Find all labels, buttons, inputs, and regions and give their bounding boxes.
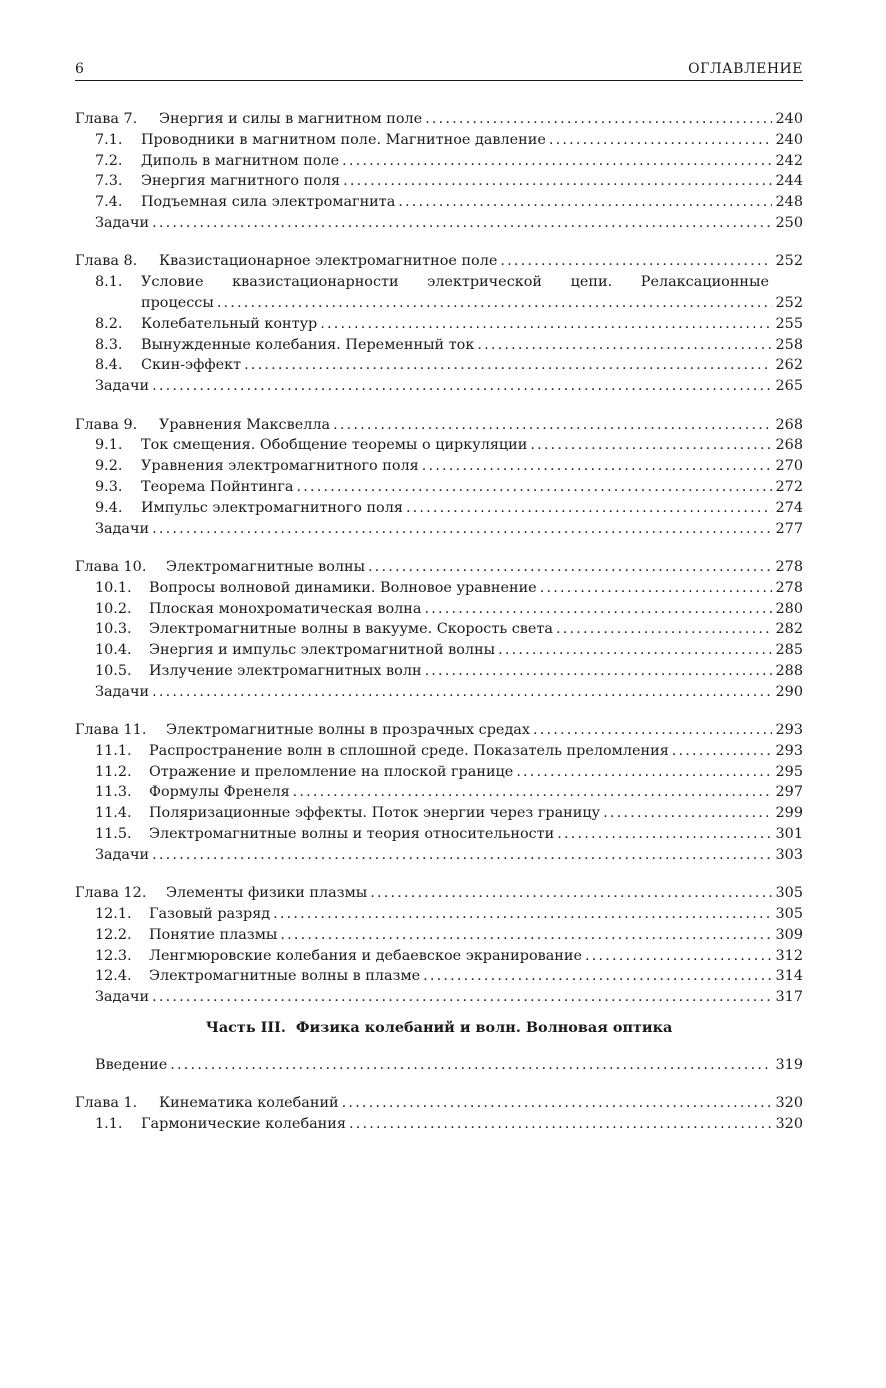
section-number: 12.1. xyxy=(95,906,132,923)
section-number: 9.3. xyxy=(95,478,123,495)
section-number: 8.4. xyxy=(95,357,123,374)
spacer xyxy=(75,539,803,557)
dot-leader xyxy=(320,314,771,335)
dot-leader xyxy=(585,946,772,967)
section-title: Формулы Френеля xyxy=(149,784,290,801)
dot-leader xyxy=(333,415,771,436)
spacer xyxy=(769,272,803,293)
dot-leader xyxy=(516,762,771,783)
section-title: Ленгмюровские колебания и дебаевское экранирование xyxy=(149,947,582,964)
dot-leader xyxy=(368,557,771,578)
toc-section[interactable] xyxy=(75,171,803,192)
dot-leader xyxy=(672,741,772,762)
dot-leader xyxy=(556,619,772,640)
section-title-word: Релаксационные xyxy=(640,274,769,291)
running-title: ОГЛАВЛЕНИЕ xyxy=(688,61,803,77)
page-ref: 320 xyxy=(775,1116,803,1133)
toc-section[interactable] xyxy=(75,762,803,783)
page-ref: 252 xyxy=(775,294,803,311)
dot-leader xyxy=(152,519,771,540)
section-number: 7.2. xyxy=(95,152,123,169)
section-title: Импульс электромагнитного поля xyxy=(141,499,403,516)
section-number: 1.1. xyxy=(95,1116,123,1133)
section-title: Поляризационные эффекты. Поток энергии через границу xyxy=(149,805,601,822)
page-ref: 258 xyxy=(775,336,803,353)
section-number: 8.1. xyxy=(95,274,123,291)
section-number: 11.5. xyxy=(95,826,132,843)
toc-section[interactable] xyxy=(75,925,803,946)
dot-leader xyxy=(152,213,771,234)
section-title: Электромагнитные волны в вакууме. Скорость света xyxy=(149,621,553,638)
toc-tasks[interactable] xyxy=(75,845,803,866)
toc-section[interactable] xyxy=(75,640,803,661)
dot-leader xyxy=(424,599,771,620)
dot-leader xyxy=(343,171,771,192)
page-ref: 320 xyxy=(775,1095,803,1112)
section-title: Скин-эффект xyxy=(141,357,242,374)
section-number: 9.1. xyxy=(95,437,123,454)
chapter-number: Глава 7. xyxy=(75,111,138,127)
section-number: 11.4. xyxy=(95,805,132,822)
part-title: Физика колебаний и волн. Волновая оптика xyxy=(295,1019,673,1037)
dot-leader xyxy=(152,845,771,866)
chapter-number: Глава 8. xyxy=(75,253,138,270)
table-of-contents xyxy=(75,109,803,1135)
toc-section[interactable] xyxy=(75,966,803,987)
section-title: Газовый разряд xyxy=(149,906,271,923)
dot-leader xyxy=(406,498,772,519)
dot-leader xyxy=(603,803,771,824)
page-ref: 248 xyxy=(775,194,803,211)
dot-leader xyxy=(500,251,771,272)
toc-section[interactable] xyxy=(75,498,803,519)
chapter-title: Уравнения Максвелла xyxy=(159,416,331,433)
toc-tasks[interactable] xyxy=(75,987,803,1008)
page-ref: 297 xyxy=(775,784,803,801)
page-ref: 272 xyxy=(775,478,803,495)
toc-section[interactable] xyxy=(75,1114,803,1135)
page-ref: 319 xyxy=(775,1056,803,1073)
dot-leader xyxy=(423,966,771,987)
tasks-title: Задачи xyxy=(95,846,150,863)
dot-leader xyxy=(170,1055,771,1076)
dot-leader xyxy=(349,1114,772,1135)
page-ref: 278 xyxy=(775,579,803,596)
toc-section[interactable] xyxy=(75,803,803,824)
dot-leader xyxy=(297,477,772,498)
toc-section[interactable] xyxy=(75,435,803,456)
toc-chapter[interactable] xyxy=(75,883,803,904)
chapter-number: Глава 12. xyxy=(75,885,147,902)
spacer xyxy=(75,866,803,884)
toc-chapter[interactable] xyxy=(75,557,803,578)
page-ref: 285 xyxy=(775,642,803,659)
chapter-number: Глава 10. xyxy=(75,558,147,575)
section-title: Колебательный контур xyxy=(141,315,318,332)
section-title-continuation: процессы xyxy=(141,294,214,311)
page-ref: 295 xyxy=(775,763,803,780)
dot-leader xyxy=(370,883,771,904)
toc-section[interactable] xyxy=(75,335,803,356)
dot-leader xyxy=(217,293,772,314)
toc-section[interactable] xyxy=(75,599,803,620)
toc-chapter[interactable] xyxy=(75,1093,803,1114)
section-number: 11.3. xyxy=(95,784,132,801)
dot-leader xyxy=(244,355,771,376)
dot-leader xyxy=(280,925,771,946)
toc-chapter[interactable] xyxy=(75,415,803,436)
section-number: 11.2. xyxy=(95,763,132,780)
dot-leader xyxy=(530,435,771,456)
section-title: Распространение волн в сплошной среде. Показатель преломления xyxy=(149,742,669,759)
section-title-word: цепи. xyxy=(570,274,613,291)
chapter-title: Кинематика колебаний xyxy=(159,1095,339,1112)
dot-leader xyxy=(293,782,772,803)
page-ref: 278 xyxy=(775,558,803,575)
section-number: 10.2. xyxy=(95,600,132,617)
page-ref: 303 xyxy=(775,846,803,863)
tasks-title: Задачи xyxy=(95,683,150,700)
part-heading[interactable] xyxy=(75,1018,803,1039)
page-ref: 262 xyxy=(775,357,803,374)
page-ref: 250 xyxy=(775,214,803,231)
page-ref: 268 xyxy=(775,416,803,433)
page-ref: 277 xyxy=(775,520,803,537)
page-ref: 240 xyxy=(775,131,803,148)
section-title: Ток смещения. Обобщение теоремы о циркуляции xyxy=(141,437,528,454)
tasks-title: Задачи xyxy=(95,378,150,395)
section-number: 8.2. xyxy=(95,315,123,332)
toc-tasks[interactable] xyxy=(75,376,803,397)
dot-leader xyxy=(273,904,771,925)
section-number: 10.4. xyxy=(95,642,132,659)
toc-section[interactable] xyxy=(75,578,803,599)
section-number: 7.3. xyxy=(95,173,123,190)
toc-section[interactable] xyxy=(75,904,803,925)
dot-leader xyxy=(342,1093,772,1114)
toc-section[interactable] xyxy=(75,477,803,498)
toc-section[interactable] xyxy=(75,272,803,293)
page-ref: 242 xyxy=(775,152,803,169)
section-title-word: электрической xyxy=(427,274,543,291)
section-title-word: квазистационарности xyxy=(232,274,399,291)
toc-section[interactable] xyxy=(75,456,803,477)
page-ref: 317 xyxy=(775,989,803,1006)
section-title: Электромагнитные волны в плазме xyxy=(149,968,421,985)
section-title-word: Условие xyxy=(141,274,204,291)
spacer xyxy=(75,397,803,415)
toc-tasks[interactable] xyxy=(75,682,803,703)
page-ref: 252 xyxy=(775,253,803,270)
toc-tasks[interactable] xyxy=(75,213,803,234)
page-ref: 274 xyxy=(775,499,803,516)
tasks-title: Задачи xyxy=(95,520,150,537)
chapter-number: Глава 1. xyxy=(75,1095,138,1112)
section-title: Электромагнитные волны и теория относительности xyxy=(149,826,555,843)
page-ref: 312 xyxy=(775,947,803,964)
page-ref: 240 xyxy=(775,111,803,127)
section-title: Излучение электромагнитных волн xyxy=(149,662,422,679)
toc-chapter[interactable] xyxy=(75,720,803,741)
page-ref: 309 xyxy=(775,926,803,943)
dot-leader xyxy=(422,456,772,477)
page-ref: 244 xyxy=(775,173,803,190)
page-ref: 270 xyxy=(775,458,803,475)
section-title: Отражение и преломление на плоской границе xyxy=(149,763,514,780)
toc-section[interactable] xyxy=(75,130,803,151)
section-number: 9.2. xyxy=(95,458,123,475)
toc-chapter[interactable] xyxy=(75,109,803,130)
section-number: 12.3. xyxy=(95,947,132,964)
dot-leader xyxy=(152,376,771,397)
page-ref: 299 xyxy=(775,805,803,822)
toc-section[interactable] xyxy=(75,661,803,682)
page-ref: 255 xyxy=(775,315,803,332)
section-number: 12.4. xyxy=(95,968,132,985)
dot-leader xyxy=(398,192,771,213)
section-number: 9.4. xyxy=(95,499,123,516)
section-title: Гармонические колебания xyxy=(141,1116,346,1133)
tasks-title: Задачи xyxy=(95,989,150,1006)
dot-leader xyxy=(533,720,772,741)
page-number: 6 xyxy=(75,61,84,77)
toc-section[interactable] xyxy=(75,314,803,335)
section-title: Понятие плазмы xyxy=(149,926,278,943)
page-ref: 290 xyxy=(775,683,803,700)
page-ref: 314 xyxy=(775,968,803,985)
section-title-justified xyxy=(141,272,769,293)
section-title: Вопросы волновой динамики. Волновое уравнение xyxy=(149,579,537,596)
page-ref: 301 xyxy=(775,826,803,843)
dot-leader xyxy=(557,824,771,845)
toc-section[interactable] xyxy=(75,741,803,762)
chapter-title: Элементы физики плазмы xyxy=(166,885,368,902)
page-ref: 293 xyxy=(775,742,803,759)
spacer xyxy=(75,703,803,721)
page-ref: 280 xyxy=(775,600,803,617)
chapter-title: Электромагнитные волны в прозрачных средах xyxy=(166,722,530,739)
toc-section[interactable] xyxy=(75,151,803,172)
dot-leader xyxy=(152,682,771,703)
dot-leader xyxy=(342,151,771,172)
toc-section[interactable] xyxy=(75,946,803,967)
page-ref: 305 xyxy=(775,906,803,923)
chapter-number: Глава 9. xyxy=(75,416,138,433)
page-ref: 293 xyxy=(775,722,803,739)
section-title: Вынужденные колебания. Переменный ток xyxy=(141,336,475,353)
dot-leader xyxy=(425,109,771,130)
dot-leader xyxy=(152,987,771,1008)
chapter-title: Квазистационарное электромагнитное поле xyxy=(159,253,498,270)
section-title: Проводники в магнитном поле. Магнитное давление xyxy=(141,131,546,148)
section-number: 11.1. xyxy=(95,742,132,759)
page-ref: 288 xyxy=(775,662,803,679)
section-title: Диполь в магнитном поле xyxy=(141,152,340,169)
toc-section[interactable] xyxy=(75,355,803,376)
section-title: Плоская монохроматическая волна xyxy=(149,600,422,617)
toc-intro[interactable] xyxy=(75,1055,803,1076)
section-number: 10.1. xyxy=(95,579,132,596)
chapter-title: Электромагнитные волны xyxy=(166,558,366,575)
chapter-title: Энергия и силы в магнитном поле xyxy=(159,111,423,127)
dot-leader xyxy=(477,335,771,356)
toc-section[interactable] xyxy=(75,192,803,213)
dot-leader xyxy=(549,130,772,151)
toc-section[interactable] xyxy=(75,619,803,640)
section-title: Энергия магнитного поля xyxy=(141,173,341,190)
toc-section[interactable] xyxy=(75,782,803,803)
page-header xyxy=(75,60,803,81)
section-title: Подъемная сила электромагнита xyxy=(141,194,396,211)
intro-title: Введение xyxy=(95,1056,168,1073)
section-number: 7.1. xyxy=(95,131,123,148)
section-title: Теорема Пойнтинга xyxy=(141,478,294,495)
section-title: Энергия и импульс электромагнитной волны xyxy=(149,642,496,659)
section-number: 10.3. xyxy=(95,621,132,638)
section-title: Уравнения электромагнитного поля xyxy=(141,458,419,475)
page-ref: 265 xyxy=(775,378,803,395)
spacer xyxy=(75,1076,803,1094)
chapter-number: Глава 11. xyxy=(75,722,147,739)
section-number: 7.4. xyxy=(95,194,123,211)
toc-section-continuation[interactable] xyxy=(75,293,803,314)
toc-section[interactable] xyxy=(75,824,803,845)
page-ref: 268 xyxy=(775,437,803,454)
dot-leader xyxy=(540,578,772,599)
dot-leader xyxy=(498,640,771,661)
dot-leader xyxy=(425,661,772,682)
spacer xyxy=(75,234,803,252)
section-number: 10.5. xyxy=(95,662,132,679)
part-label: Часть III. xyxy=(205,1019,286,1037)
section-number: 12.2. xyxy=(95,926,132,943)
section-number: 8.3. xyxy=(95,336,123,353)
toc-chapter[interactable] xyxy=(75,251,803,272)
page-ref: 305 xyxy=(775,885,803,902)
toc-tasks[interactable] xyxy=(75,519,803,540)
page-ref: 282 xyxy=(775,621,803,638)
tasks-title: Задачи xyxy=(95,214,150,231)
